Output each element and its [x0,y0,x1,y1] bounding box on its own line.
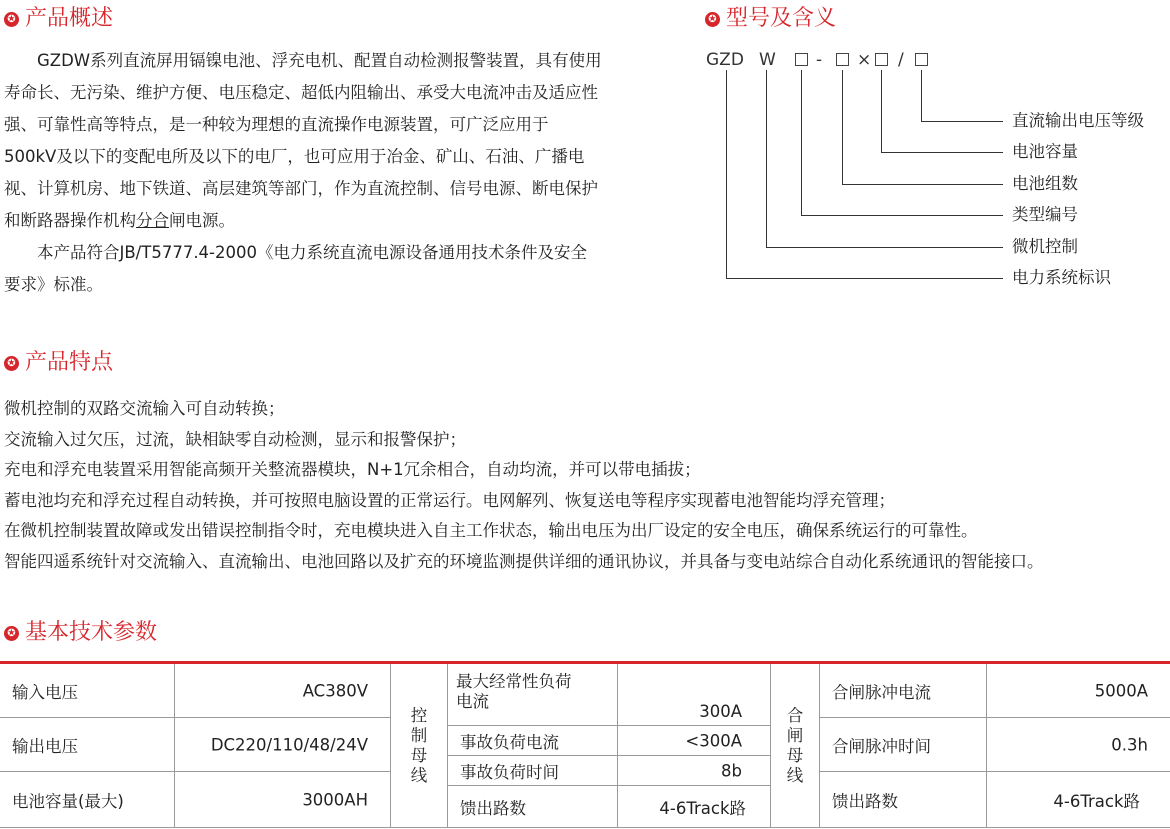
features-section-title [4,350,113,376]
table-cell-label [448,726,618,756]
star-icon: ✪ [4,12,19,27]
overview-line: 视、计算机房、地下铁道、高层建筑等部门，作为直流控制、信号电源、断电保护 [4,179,598,198]
cell-text: 控制母线 [410,705,428,785]
feature-item: 在微机控制装置故障或发出错误控制指令时，充电模块进入自主工作状态，输出电压为出厂设定的安全电压，确保系统运行的可靠性。 [4,521,978,540]
cell-text: 300A [699,702,742,721]
features-title-text: 产品特点 [25,350,114,375]
overview-text: 和断路器操作机构 [4,211,136,230]
code-w: W [759,50,776,70]
standard-line: 要求》标准。 [4,275,103,294]
cell-text: 电池容量(最大) [12,791,124,811]
overview-text: 闸电源。 [169,211,235,230]
table-cell-value [987,664,1170,718]
table-cell-value [987,772,1170,828]
table-cell-value [987,718,1170,772]
overview-line-last [4,205,684,237]
connector-line [726,278,1003,279]
meaning-voltage-level: 直流输出电压等级 [1012,111,1144,130]
code-times: × [857,50,872,70]
connector-line [726,70,727,279]
table-cell-value [618,726,771,756]
cell-text: 4-6Track路 [1053,791,1140,811]
feature-item: 充电和浮充电装置采用智能高频开关整流器模块，N+1冗余相合，自动均流，并可以带电插拔； [4,460,701,479]
table-cell-value [618,664,771,726]
table-cell-value [618,756,771,786]
star-icon: ✪ [4,626,19,641]
table-cell-label [0,664,175,718]
overview-underlined-text: 分合 [136,211,169,230]
overview-paragraph [4,45,684,301]
overview-section-title [4,6,113,32]
model-title-text: 型号及含义 [726,6,837,31]
table-cell-label [448,664,618,726]
overview-line: 强、可靠性高等特点，是一种较为理想的直流操作电源装置，可广泛应用于 [4,115,549,134]
cell-text: 输出电压 [12,736,78,756]
connector-line [842,70,843,185]
table-cell-value [175,772,391,828]
cell-text: 事故负荷时间 [460,762,559,782]
meaning-capacity: 电池容量 [1012,142,1078,161]
cell-text: 合闸母线 [786,705,804,785]
placeholder-box-voltage [915,53,928,66]
cell-text: 事故负荷电流 [460,732,559,752]
overview-title-text: 产品概述 [25,6,114,31]
cell-text: DC220/110/48/24V [210,735,368,754]
feature-item: 蓄电池均充和浮充过程自动转换，并可按照电脑设置的正常运行。电网解列、恢复送电等程序实现蓄电池智能均浮充管理； [4,490,895,510]
table-cell-value [618,786,771,828]
code-slash: / [898,50,904,70]
overview-line: GZDW系列直流屏用镉镍电池、浮充电机、配置自动检测报警装置，具有使用 [37,51,602,70]
features-list [4,394,1044,577]
connector-line [842,184,1003,185]
connector-line [766,70,767,248]
feature-item: 智能四遥系统针对交流输入、直流输出、电池回路以及扩充的环境监测提供详细的通讯协议，并具备与变电站综合自动化系统通讯的智能接口。 [4,551,1044,571]
overview-line: 寿命长、无污染、维护方便、电压稳定、超低内阻输出、承受大电流冲击及适应性 [4,83,598,102]
cell-text: 输入电压 [12,682,78,702]
connector-line [766,247,1003,248]
cell-text: 馈出路数 [832,791,898,811]
connector-line [881,152,1003,153]
table-group-closing-bus [771,664,820,828]
connector-line [921,121,1003,122]
cell-text: 0.3h [1111,735,1148,754]
cell-text: 合闸脉冲时间 [832,736,931,756]
params-title-text: 基本技术参数 [25,620,158,645]
connector-line [801,215,1003,216]
table-cell-label [820,664,987,718]
cell-text: 5000A [1094,681,1148,700]
cell-text: 馈出路数 [460,798,526,818]
standard-line: 本产品符合JB/T5777.4-2000《电力系统直流电源设备通用技术条件及安全 [37,243,588,262]
overview-line: 500kV及以下的变配电所及以下的电厂，也可应用于冶金、矿山、石油、广播电 [4,147,585,166]
table-cell-label [0,772,175,828]
table-cell-label [820,718,987,772]
cell-text: 8b [721,761,742,780]
placeholder-box-capacity [875,53,888,66]
star-icon: ✪ [4,356,19,371]
connector-line [801,70,802,216]
table-cell-label [448,786,618,828]
params-section-title [4,620,157,646]
table-cell-label [0,718,175,772]
connector-line [921,70,922,122]
cell-text: 最大经常性负荷电流 [456,672,572,711]
feature-item: 微机控制的双路交流输入可自动转换； [4,399,285,418]
connector-line [881,70,882,153]
code-gzd: GZD [706,50,744,70]
table-cell-value [175,664,391,718]
meaning-groups: 电池组数 [1012,174,1078,193]
meaning-microcontrol: 微机控制 [1012,237,1078,256]
meaning-power-system: 电力系统标识 [1012,268,1111,287]
table-group-control-bus [391,664,448,828]
table-cell-value [175,718,391,772]
star-icon: ✪ [705,12,720,27]
code-dash: - [816,50,823,70]
cell-text: 4-6Track路 [659,798,746,818]
placeholder-box-type [795,53,808,66]
cell-text: <300A [685,731,742,750]
cell-text: 3000AH [302,790,368,809]
meaning-type: 类型编号 [1012,205,1078,224]
table-cell-label [820,772,987,828]
cell-text: AC380V [302,681,368,700]
feature-item: 交流输入过欠压，过流，缺相缺零自动检测，显示和报警保护； [4,429,466,449]
model-section-title [705,6,836,32]
table-cell-label [448,756,618,786]
placeholder-box-groups [836,53,849,66]
cell-text: 合闸脉冲电流 [832,682,931,702]
